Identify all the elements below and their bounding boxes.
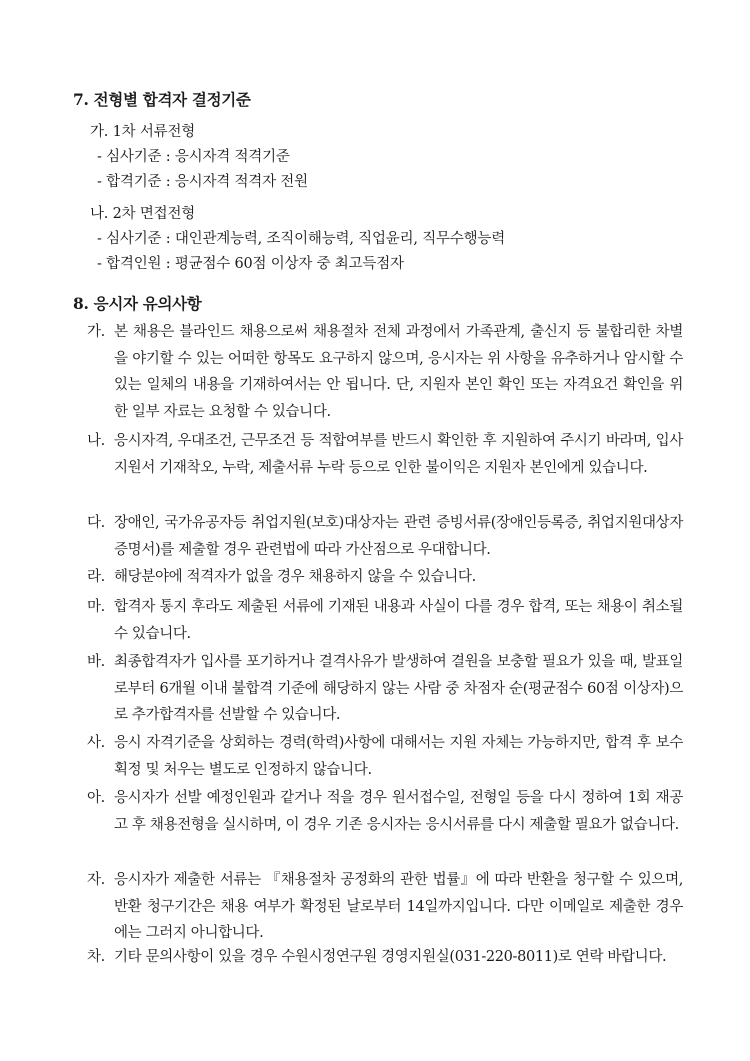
notice-item — [87, 944, 683, 971]
notice-item — [87, 785, 683, 838]
stage2-criteria: - 심사기준 : 대인관계능력, 조직이해능력, 직업윤리, 직무수행능력 — [97, 231, 506, 247]
notice-text: 응시자가 제출한 서류는 『채용절차 공정화의 관한 법률』에 따라 반환을 청구할 수 있으며, 반환 청구기간은 채용 여부가 확정된 날로부터 14일까지입니다. 다만 이메일로 제출한 경우에는 그러지 아니합니다. — [114, 872, 683, 941]
notice-item — [87, 564, 683, 591]
notice-text: 장애인, 국가유공자등 취업지원(보호)대상자는 관련 증빙서류(장애인등록증, 취업지원대상자 증명서)를 제출할 경우 관련법에 따라 가산점으로 우대합니다. — [114, 515, 683, 558]
stage1-label: 가. 1차 서류전형 — [90, 124, 196, 140]
notice-text: 해당분야에 적격자가 없을 경우 채용하지 않을 수 있습니다. — [114, 569, 476, 585]
notice-marker: 차. — [87, 949, 105, 965]
notice-marker: 바. — [87, 654, 105, 670]
notice-marker: 아. — [87, 790, 105, 806]
notice-marker: 나. — [87, 433, 105, 449]
notice-item — [87, 510, 683, 563]
notice-text: 최종합격자가 입사를 포기하거나 결격사유가 발생하여 결원을 보충할 필요가 있을 때, 발표일로부터 6개월 이내 불합격 기준에 해당하지 않는 사람 중 차점자 순(평균점수 60점 이상자)으로 추가합격자를 선발할 수 있습니다. — [114, 654, 683, 723]
stage2-pass: - 합격인원 : 평균점수 60점 이상자 중 최고득점자 — [97, 256, 404, 272]
notice-marker: 자. — [87, 872, 105, 888]
stage2-label: 나. 2차 면접전형 — [90, 206, 196, 222]
notice-text: 응시자격, 우대조건, 근무조건 등 적합여부를 반드시 확인한 후 지원하여 주시기 바라며, 입사지원서 기재착오, 누락, 제출서류 누락 등으로 인한 불이익은 지원자 본인에게 있습니다. — [114, 433, 683, 476]
notice-item — [87, 867, 683, 947]
notice-item — [87, 649, 683, 729]
section-8-title: 8. 응시자 유의사항 — [73, 294, 202, 313]
notice-marker: 다. — [87, 515, 105, 531]
notice-item — [87, 594, 683, 647]
notice-text: 합격자 통지 후라도 제출된 서류에 기재된 내용과 사실이 다를 경우 합격, 또는 채용이 취소될 수 있습니다. — [114, 599, 683, 642]
notice-text: 응시 자격기준을 상회하는 경력(학력)사항에 대해서는 지원 자체는 가능하지만, 합격 후 보수획정 및 처우는 별도로 인정하지 않습니다. — [114, 735, 683, 778]
notice-item — [87, 428, 683, 481]
notice-marker: 가. — [87, 324, 105, 340]
notice-text: 본 채용은 블라인드 채용으로써 채용절차 전체 과정에서 가족관계, 출신지 등 불합리한 차별을 야기할 수 있는 어떠한 항목도 요구하지 않으며, 응시자는 위 사항을 유추하거나 암시할 수 있는 일체의 내용을 기재하여서는 안 됩니다. 단, 지원자 본인 확인 또는 자격요건 확인을 위한 일부 자료는 요청할 수 있습니다. — [114, 324, 683, 420]
notice-text: 응시자가 선발 예정인원과 같거나 적을 경우 원서접수일, 전형일 등을 다시 정하여 1회 재공고 후 채용전형을 실시하며, 이 경우 기존 응시자는 응시서류를 다시 제출할 필요가 없습니다. — [114, 790, 683, 833]
notice-marker: 마. — [87, 599, 105, 615]
stage1-pass: - 합격기준 : 응시자격 적격자 전원 — [97, 174, 308, 190]
stage1-criteria: - 심사기준 : 응시자격 적격기준 — [97, 149, 290, 165]
section-7-title: 7. 전형별 합격자 결정기준 — [73, 90, 251, 109]
notice-item — [87, 319, 683, 425]
notice-marker: 사. — [87, 735, 105, 751]
notice-text: 기타 문의사항이 있을 경우 수원시정연구원 경영지원실(031-220-8011)로 연락 바랍니다. — [114, 949, 667, 965]
notice-marker: 라. — [87, 569, 105, 585]
notice-item — [87, 730, 683, 783]
